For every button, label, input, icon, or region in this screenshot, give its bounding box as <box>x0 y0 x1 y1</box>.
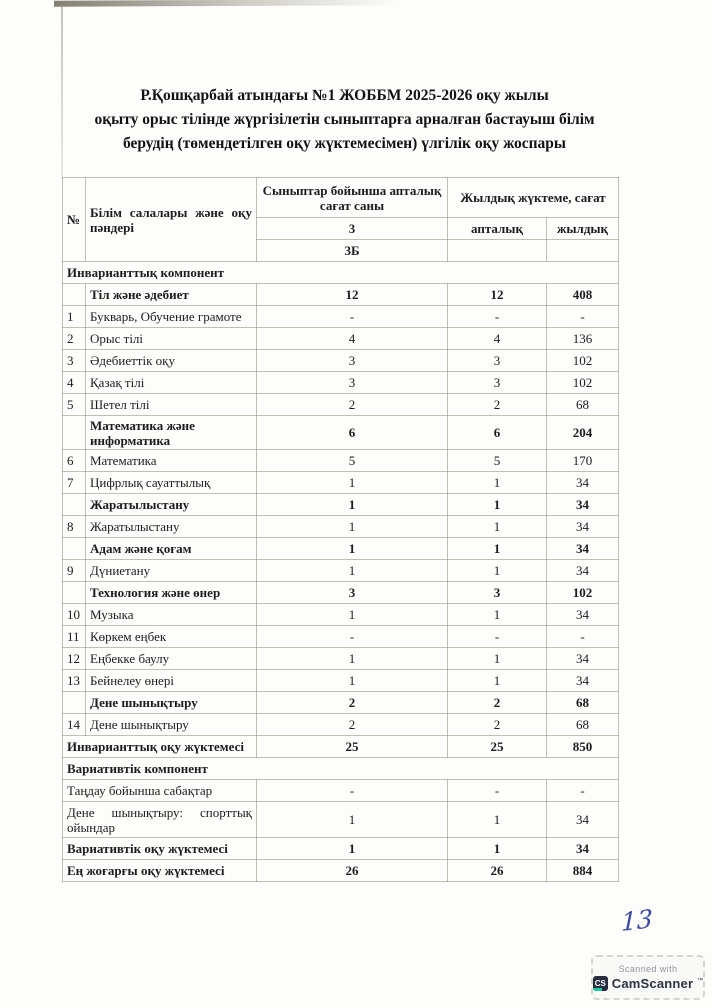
document-title <box>72 84 617 156</box>
subject-cell: Инварианттық оқу жүктемесі <box>63 736 257 758</box>
value-cell: 1 <box>257 560 448 582</box>
value-cell: 1 <box>448 516 547 538</box>
camscanner-brand-row <box>593 976 703 991</box>
table-row <box>63 648 619 670</box>
subject-cell: Әдебиеттік оқу <box>86 350 257 372</box>
value-cell: - <box>257 780 448 802</box>
value-cell: 102 <box>547 350 619 372</box>
value-cell: 3 <box>448 350 547 372</box>
value-cell: 2 <box>257 394 448 416</box>
value-cell: 5 <box>448 450 547 472</box>
camscanner-badge <box>591 955 705 1000</box>
camscanner-logo-icon: CS <box>593 976 608 991</box>
value-cell: 1 <box>257 538 448 560</box>
value-cell: 2 <box>257 692 448 714</box>
row-number-cell: 4 <box>63 372 86 394</box>
header-yearly-load-group: Жылдық жүктеме, сағат <box>448 178 619 218</box>
value-cell: - <box>547 626 619 648</box>
value-cell: - <box>448 626 547 648</box>
value-cell: 2 <box>448 394 547 416</box>
section-label-cell: Инварианттық компонент <box>63 262 619 284</box>
row-number-cell: 6 <box>63 450 86 472</box>
table-row <box>63 450 619 472</box>
value-cell: 3 <box>257 582 448 604</box>
value-cell: 1 <box>448 472 547 494</box>
value-cell: 1 <box>448 670 547 692</box>
value-cell: 1 <box>257 494 448 516</box>
table-row <box>63 582 619 604</box>
subject-cell: Музыка <box>86 604 257 626</box>
value-cell: 1 <box>257 670 448 692</box>
subject-cell: Шетел тілі <box>86 394 257 416</box>
table-row <box>63 780 619 802</box>
value-cell: 1 <box>448 838 547 860</box>
table-row <box>63 306 619 328</box>
curriculum-table <box>62 177 619 882</box>
row-number-cell: 5 <box>63 394 86 416</box>
table-row <box>63 560 619 582</box>
value-cell: 1 <box>448 648 547 670</box>
title-line-1: Р.Қошқарбай атындағы №1 ЖОББМ 2025-2026 оқу жылы <box>140 87 549 104</box>
row-number-cell: 13 <box>63 670 86 692</box>
subject-cell: Дене шынықтыру: спорттық ойындар <box>63 802 257 838</box>
table-row <box>63 494 619 516</box>
header-class-letter: 3Б <box>257 240 448 262</box>
value-cell: 25 <box>448 736 547 758</box>
value-cell: 3 <box>448 582 547 604</box>
value-cell: 34 <box>547 648 619 670</box>
value-cell: 68 <box>547 714 619 736</box>
value-cell: 2 <box>257 714 448 736</box>
section-row <box>63 758 619 780</box>
subject-cell: Орыс тілі <box>86 328 257 350</box>
table-row <box>63 838 619 860</box>
table-row <box>63 516 619 538</box>
trademark-symbol: ™ <box>697 978 704 984</box>
row-number-cell: 1 <box>63 306 86 328</box>
table-row <box>63 284 619 306</box>
table-row <box>63 416 619 450</box>
value-cell: 26 <box>257 860 448 882</box>
subject-cell: Математика <box>86 450 257 472</box>
header-subject-column: Білім салалары және оқу пәндері <box>86 178 257 262</box>
handwritten-page-number: 13 <box>620 903 653 938</box>
value-cell: 204 <box>547 416 619 450</box>
table-row <box>63 692 619 714</box>
value-cell: - <box>257 626 448 648</box>
value-cell: 102 <box>547 582 619 604</box>
header-empty-cell <box>448 240 547 262</box>
scanned-with-label: Scanned with <box>618 964 678 974</box>
value-cell: 1 <box>257 838 448 860</box>
value-cell: 136 <box>547 328 619 350</box>
row-number-cell <box>63 416 86 450</box>
table-row <box>63 714 619 736</box>
table-row <box>63 860 619 882</box>
value-cell: 34 <box>547 516 619 538</box>
row-number-cell: 10 <box>63 604 86 626</box>
row-number-cell <box>63 692 86 714</box>
table-row <box>63 350 619 372</box>
subject-cell: Технология және өнер <box>86 582 257 604</box>
scan-fold-line-artifact <box>61 5 63 178</box>
table-row <box>63 538 619 560</box>
row-number-cell: 3 <box>63 350 86 372</box>
subject-cell: Вариативтік оқу жүктемесі <box>63 838 257 860</box>
value-cell: 1 <box>257 648 448 670</box>
header-weekly-hours-group: Сыныптар бойынша апталық сағат саны <box>257 178 448 218</box>
value-cell: 4 <box>257 328 448 350</box>
table-row <box>63 670 619 692</box>
value-cell: 34 <box>547 560 619 582</box>
header-number-column: № <box>63 178 86 262</box>
row-number-cell: 8 <box>63 516 86 538</box>
row-number-cell: 11 <box>63 626 86 648</box>
scan-edge-artifact <box>54 0 399 7</box>
value-cell: 34 <box>547 670 619 692</box>
value-cell: 26 <box>448 860 547 882</box>
subject-cell: Еңбекке баулу <box>86 648 257 670</box>
table-row <box>63 626 619 648</box>
value-cell: 2 <box>448 692 547 714</box>
camscanner-brand: CamScanner <box>611 976 694 991</box>
subject-cell: Цифрлық сауаттылық <box>86 472 257 494</box>
row-number-cell: 2 <box>63 328 86 350</box>
table-row <box>63 472 619 494</box>
table-row <box>63 736 619 758</box>
value-cell: - <box>448 780 547 802</box>
value-cell: 34 <box>547 838 619 860</box>
row-number-cell: 7 <box>63 472 86 494</box>
value-cell: 3 <box>257 372 448 394</box>
value-cell: 68 <box>547 394 619 416</box>
row-number-cell <box>63 582 86 604</box>
row-number-cell: 14 <box>63 714 86 736</box>
subject-cell: Математика және информатика <box>86 416 257 450</box>
subject-cell: Бейнелеу өнері <box>86 670 257 692</box>
value-cell: 3 <box>257 350 448 372</box>
value-cell: 25 <box>257 736 448 758</box>
value-cell: 408 <box>547 284 619 306</box>
value-cell: 34 <box>547 538 619 560</box>
subject-cell: Дүниетану <box>86 560 257 582</box>
subject-cell: Букварь, Обучение грамоте <box>86 306 257 328</box>
value-cell: 850 <box>547 736 619 758</box>
subject-cell: Адам және қоғам <box>86 538 257 560</box>
subject-cell: Ең жоғарғы оқу жүктемесі <box>63 860 257 882</box>
value-cell: 5 <box>257 450 448 472</box>
subject-cell: Қазақ тілі <box>86 372 257 394</box>
value-cell: 3 <box>448 372 547 394</box>
table-row <box>63 372 619 394</box>
value-cell: - <box>448 306 547 328</box>
row-number-cell: 12 <box>63 648 86 670</box>
value-cell: 884 <box>547 860 619 882</box>
subject-cell: Жаратылыстану <box>86 494 257 516</box>
subject-cell: Таңдау бойынша сабақтар <box>63 780 257 802</box>
value-cell: 1 <box>257 472 448 494</box>
header-grade: 3 <box>257 218 448 240</box>
header-yearly-label: жылдық <box>547 218 619 240</box>
row-number-cell <box>63 538 86 560</box>
row-number-cell <box>63 284 86 306</box>
row-number-cell: 9 <box>63 560 86 582</box>
value-cell: 1 <box>448 604 547 626</box>
title-line-2: оқыту орыс тілінде жүргізілетін сыныптарға арналған бастауыш білім <box>94 111 595 128</box>
table-row <box>63 328 619 350</box>
value-cell: 6 <box>257 416 448 450</box>
value-cell: - <box>257 306 448 328</box>
value-cell: 68 <box>547 692 619 714</box>
subject-cell: Тіл және әдебиет <box>86 284 257 306</box>
header-empty-cell <box>547 240 619 262</box>
row-number-cell <box>63 494 86 516</box>
value-cell: 170 <box>547 450 619 472</box>
value-cell: 34 <box>547 604 619 626</box>
value-cell: 34 <box>547 472 619 494</box>
value-cell: 1 <box>257 604 448 626</box>
value-cell: 34 <box>547 494 619 516</box>
section-row <box>63 262 619 284</box>
section-label-cell: Вариативтік компонент <box>63 758 619 780</box>
title-line-3: берудің (төмендетілген оқу жүктемесімен) үлгілік оқу жоспары <box>122 135 567 152</box>
value-cell: 12 <box>448 284 547 306</box>
subject-cell: Жаратылыстану <box>86 516 257 538</box>
table-row <box>63 604 619 626</box>
value-cell: 6 <box>448 416 547 450</box>
value-cell: 1 <box>448 802 547 838</box>
header-weekly-label: апталық <box>448 218 547 240</box>
value-cell: - <box>547 306 619 328</box>
value-cell: 34 <box>547 802 619 838</box>
value-cell: - <box>547 780 619 802</box>
value-cell: 12 <box>257 284 448 306</box>
subject-cell: Дене шынықтыру <box>86 692 257 714</box>
value-cell: 1 <box>257 516 448 538</box>
value-cell: 1 <box>448 538 547 560</box>
subject-cell: Көркем еңбек <box>86 626 257 648</box>
value-cell: 1 <box>448 494 547 516</box>
table-row <box>63 802 619 838</box>
value-cell: 2 <box>448 714 547 736</box>
value-cell: 1 <box>257 802 448 838</box>
subject-cell: Дене шынықтыру <box>86 714 257 736</box>
table-row <box>63 394 619 416</box>
value-cell: 102 <box>547 372 619 394</box>
value-cell: 4 <box>448 328 547 350</box>
table-header-row-1 <box>63 178 619 218</box>
value-cell: 1 <box>448 560 547 582</box>
